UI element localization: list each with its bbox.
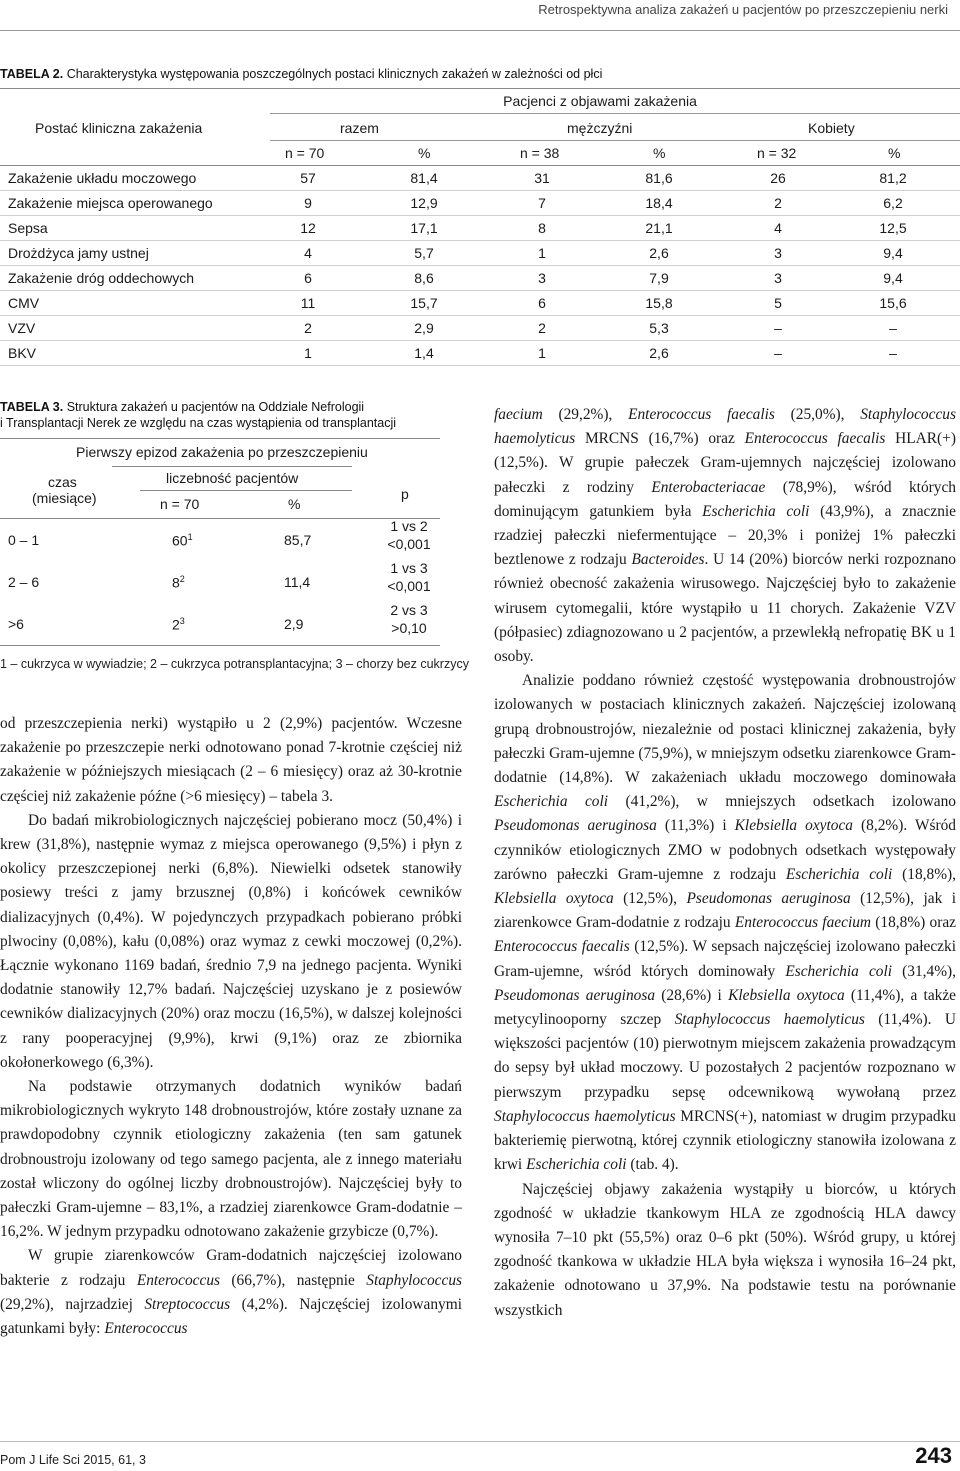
- table-cell: 2: [774, 195, 782, 211]
- table2-group-rule: [270, 113, 960, 114]
- table3-pct-header: %: [288, 496, 301, 512]
- subheader-n-kobiety: n = 32: [757, 145, 797, 161]
- percent-value: 11,4: [284, 574, 311, 590]
- table-cell: 2,9: [414, 320, 434, 336]
- italic-term: Escherichia coli: [494, 793, 609, 811]
- subheader-n-mezczyzni: n = 38: [520, 145, 560, 161]
- row-label: Zakażenie układu moczowego: [8, 170, 197, 186]
- italic-term: Staphylococcus haemolyticus: [674, 1011, 865, 1029]
- table-cell: 9: [304, 195, 312, 211]
- table-cell: 7: [538, 195, 546, 211]
- text-run: (18,8%),: [892, 865, 956, 883]
- italic-term: Escherichia coli: [785, 865, 893, 883]
- row-label: Sepsa: [8, 220, 48, 236]
- table3-n-header: n = 70: [160, 496, 200, 512]
- table-cell: 12,5: [879, 220, 907, 236]
- italic-term: Bacteroides: [631, 551, 705, 569]
- text-run: MRCNS(+), natomiast w drugim przypadku bakteriemię pierwotną, której czynnik etiologiczny stanowiła izolowana z krwi: [494, 1107, 956, 1174]
- text-run: od przeszczepienia nerki) wystąpiło u 2 (2,9%) pacjentów. Wczesne zakażenie po przeszczepie nerki odnotowano ponad 7-krotnie częściej niż zakażenie w późniejszych miesiącach (2 – 6 miesięcy) oraz aż 30-krotnie częściej niż zakażenie późne (>6 miesięcy) – tabela 3.: [0, 715, 462, 805]
- table-cell: 5: [774, 295, 782, 311]
- table-row: [0, 216, 960, 241]
- group-mezczyzni: mężczyźni: [567, 120, 633, 136]
- body-right-column: [494, 403, 956, 1323]
- row-label: Drożdżyca jamy ustnej: [8, 245, 149, 261]
- footnote-marker: 2: [179, 574, 185, 584]
- table-cell: –: [889, 320, 897, 336]
- group-razem: razem: [340, 120, 379, 136]
- percent-value: 2,9: [284, 616, 304, 632]
- text-run: (11,3%) i: [656, 817, 735, 835]
- subheader-pct-mezczyzni: %: [653, 145, 666, 161]
- text-run: Analizie poddano również częstość występowania drobnoustrojów izolowanych w postaciach klinicznych zakażeń. Najczęściej izolowaną grupą drobnoustrojów, niezależnie od postaci klinicznej zakażenia, były pałeczki Gram-ujemne (75,9%), w mniejszym odsetku ziarenkowce Gram-dodatnie (14,8%). W zakażeniach układu moczowego dominowała: [494, 672, 956, 787]
- text-run: (66,7%), następnie: [220, 1271, 367, 1289]
- patient-count: [172, 532, 193, 549]
- running-title: Retrospektywna analiza zakażeń u pacjentów po przeszczepieniu nerki: [538, 2, 948, 17]
- table3-header-bottom-rule: [0, 518, 440, 519]
- text-run: Do badań mikrobiologicznych najczęściej pobierano mocz (50,4%) i krew (31,8%), następnie wymaz z miejsca operowanego (9,5%) i płyn z okolicy przeszczepionej nerki (6,8%). Niewielki odsetek stanowiły posiewy treści z jamy brzusznej (0,8%) i końcówek cewników dializacyjnych (0,4%). W pojedynczych przypadkach pobierano próbki plwociny (0,08%), kału (0,08%) oraz wymaz z cewki moczowej (0,2%). Łącznie wykonano 1169 badań, średnio 7,9 na jednego pacjenta. Wyniki dodatnie stanowiły 12,7% badań. Najczęściej uzyskano je z posiewów cewników dializacyjnych (20%) oraz moczu (16,5%), w dalszej kolejności z rany pooperacyjnej (9,9%), krwi (9,1%) oraz ze zbiornika okołonerkowego (6,3%).: [0, 811, 462, 1071]
- table2-sub-rule: [270, 140, 960, 141]
- table3-p-header: p: [401, 486, 409, 502]
- italic-term: Staphylococcus haemolyticus: [494, 1107, 676, 1125]
- body-paragraph: [494, 403, 956, 669]
- table3-group-header: Pierwszy epizod zakażenia po przeszczepieniu: [76, 444, 368, 460]
- table-cell: 9,4: [883, 245, 903, 261]
- table-cell: 9,4: [883, 270, 903, 286]
- table-cell: 3: [538, 270, 546, 286]
- text-run: (11,4%). U większości pacjentów (10) pierwotnym miejscem zakażenia prowadzącym do sepsy był układ moczowy. U pozostałych 2 pacjentów rozpoznano w pierwszym przypadku sepsę odcewnikową wywołaną przez: [494, 1011, 956, 1101]
- row-rule: [0, 365, 960, 366]
- italic-term: Enterococcus faecium: [734, 914, 872, 932]
- body-paragraph: [0, 712, 462, 809]
- p-value: <0,001: [387, 536, 431, 552]
- italic-term: Staphylococcus haemolyticus: [494, 406, 956, 448]
- table-cell: 3: [774, 270, 782, 286]
- footer-rule: [0, 1441, 960, 1442]
- italic-term: Escherichia coli: [702, 502, 810, 520]
- percent-value: 85,7: [284, 532, 312, 548]
- table3-title-line1: Struktura zakażeń u pacjentów na Oddziale Nefrologii: [66, 400, 365, 414]
- text-run: (12,5%). W sepsach najczęściej izolowano pałeczki Gram-ujemne, wśród których dominowały: [494, 938, 956, 980]
- table3-group-rule: [112, 466, 352, 467]
- table-cell: 15,8: [645, 295, 673, 311]
- italic-term: faecium: [494, 406, 543, 423]
- text-run: (12,5%),: [613, 890, 687, 908]
- p-value: <0,001: [387, 578, 431, 594]
- row-label: VZV: [8, 320, 36, 336]
- table3-footnote: 1 – cukrzyca w wywiadzie; 2 – cukrzyca potransplantacyjna; 3 – chorzy bez cukrzycy: [0, 657, 469, 671]
- header-divider: [0, 30, 960, 31]
- text-run: (29,2%), najrzadziej: [0, 1295, 145, 1313]
- table-cell: 2: [304, 320, 312, 336]
- table-cell: 81,6: [645, 170, 673, 186]
- body-paragraph: [494, 1178, 956, 1323]
- time-range: 0 – 1: [8, 532, 40, 548]
- text-run: (12,5%), jak i ziarenkowce Gram-dodatnie z rodzaju: [494, 890, 956, 932]
- table3-label: TABELA 3.: [0, 400, 64, 414]
- text-run: (11,4%), a także metycylinooporny szczep: [494, 986, 957, 1029]
- table-cell: 2: [538, 320, 546, 336]
- italic-term: Klebsiella oxytoca: [728, 986, 845, 1004]
- footnote-marker: 1: [187, 532, 193, 542]
- table-row: [0, 316, 960, 341]
- table-cell: 17,1: [410, 220, 438, 236]
- text-run: (78,9%), wśród których dominującym gatunkiem była: [494, 478, 956, 520]
- table-cell: 57: [300, 170, 316, 186]
- table-cell: 1: [538, 245, 546, 261]
- body-paragraph: [0, 809, 462, 1075]
- table-cell: 6: [304, 270, 312, 286]
- italic-term: Enterobacteriacae: [651, 478, 766, 496]
- italic-term: Escherichia coli: [785, 962, 893, 980]
- p-comparison: 1 vs 3: [390, 560, 428, 576]
- table-cell: 6,2: [883, 195, 903, 211]
- italic-term: Enterococcus: [104, 1320, 188, 1338]
- row-label: BKV: [8, 345, 37, 361]
- table-cell: 81,2: [879, 170, 907, 186]
- table-cell: 15,7: [410, 295, 438, 311]
- italic-term: Staphylococcus: [366, 1271, 462, 1289]
- table-cell: 8,6: [414, 270, 434, 286]
- row-label: Zakażenie dróg oddechowych: [8, 270, 195, 286]
- table-row: [0, 166, 960, 191]
- table-cell: –: [774, 345, 782, 361]
- table2-col-group: Pacjenci z objawami zakażenia: [503, 93, 697, 109]
- patient-count-value: 60: [172, 532, 188, 549]
- table2-row-header: Postać kliniczna zakażenia: [35, 120, 203, 136]
- italic-term: Klebsiella oxytoca: [494, 890, 614, 908]
- time-range: 2 – 6: [8, 574, 40, 590]
- table-cell: 12,9: [410, 195, 438, 211]
- text-run: . U 14 (20%) biorców nerki rozpoznano również obecność zakażenia wirusowego. Najczęściej było to zakażenie wirusem cytomegalii, które wystąpiło u 11 chorych. Zakażenie VZV (półpasiec) zdiagnozowano u 2 pacjentów, a przewlekłą nefropatię BK u 1 osoby.: [494, 551, 956, 666]
- text-run: (43,9%), a znacznie rzadziej pałeczki niefermentujące – 20,3% i poniżej 1% pałeczki beztlenowe z rodzaju: [494, 502, 956, 569]
- table-cell: 5,3: [649, 320, 669, 336]
- subheader-n-razem: n = 70: [285, 145, 325, 161]
- italic-term: Pseudomonas aeruginosa: [494, 986, 656, 1004]
- italic-term: Pseudomonas aeruginosa: [494, 817, 657, 835]
- table2-top-rule: [0, 88, 960, 89]
- table3-caption: [0, 399, 396, 431]
- subheader-pct-kobiety: %: [888, 145, 901, 161]
- table-cell: 1: [538, 345, 546, 361]
- text-run: (28,6%) i: [655, 986, 729, 1004]
- table-row: [0, 241, 960, 266]
- text-run: (29,2%),: [542, 406, 629, 423]
- text-run: (41,2%), w mniejszych odsetkach izolowano: [608, 793, 957, 811]
- table3-czas-unit: (miesiące): [32, 490, 97, 506]
- italic-term: Streptococcus: [144, 1295, 231, 1313]
- italic-term: Enterococcus faecalis: [744, 430, 886, 448]
- table-cell: 31: [534, 170, 550, 186]
- text-run: (31,4%),: [892, 962, 956, 980]
- p-comparison: 1 vs 2: [390, 518, 428, 534]
- table-cell: 8: [538, 220, 546, 236]
- table2-caption: [0, 66, 602, 82]
- table-cell: 26: [770, 170, 786, 186]
- table-row: [0, 341, 960, 366]
- patient-count-value: 8: [172, 574, 180, 591]
- text-run: (18,8%) oraz: [871, 914, 956, 932]
- table-cell: 4: [304, 245, 312, 261]
- table-cell: 7,9: [649, 270, 669, 286]
- table-cell: 1: [304, 345, 312, 361]
- text-run: W grupie ziarenkowców Gram-dodatnich najczęściej izolowano bakterie z rodzaju: [0, 1247, 462, 1289]
- table-cell: 2,6: [649, 345, 669, 361]
- p-comparison: 2 vs 3: [390, 602, 428, 618]
- italic-term: Enterococcus faecalis: [494, 938, 630, 956]
- table3-czas-label: czas: [48, 474, 77, 490]
- table-cell: 81,4: [410, 170, 438, 186]
- table-cell: 21,1: [645, 220, 673, 236]
- table-cell: 1,4: [414, 345, 434, 361]
- table-cell: 15,6: [879, 295, 907, 311]
- table-cell: 12: [300, 220, 316, 236]
- subheader-pct-razem: %: [418, 145, 431, 161]
- table-row: [0, 191, 960, 216]
- table3-top-rule: [0, 438, 440, 439]
- table-cell: 5,7: [414, 245, 434, 261]
- table-row: [0, 291, 960, 316]
- text-run: HLAR(+) (12,5%). W grupie pałeczek Gram-ujemnych najczęściej izolowano pałeczki z rodziny: [494, 430, 956, 496]
- table2-label: TABELA 2.: [0, 67, 64, 81]
- table-row: [0, 266, 960, 291]
- patient-count: [172, 616, 185, 633]
- table3-title-line2: i Transplantacji Nerek ze względu na czas wystąpienia od transplantacji: [0, 416, 397, 430]
- group-kobiety: Kobiety: [808, 120, 855, 136]
- row-label: Zakażenie miejsca operowanego: [8, 195, 213, 211]
- italic-term: Escherichia coli: [526, 1156, 627, 1174]
- p-value: >0,10: [391, 620, 427, 636]
- text-run: (8,2%). Wśród czynników etiologicznych ZMO w podobnych odsetkach występowały zarówno pałeczki Gram-ujemne z rodzaju: [494, 817, 957, 883]
- text-run: Najczęściej objawy zakażenia wystąpiły u biorców, u których zgodność w układzie tkankowym HLA ze zgodnością HLA dawcy wynosiła 7–10 pkt (55,5%) oraz 0–6 pkt (50%). Wśród grupy, u której zgodność tkankowa w układzie HLA była większa i wynosiła 16–24 pkt, zakażenie odnotowano u 37,9%. Na podstawie testu na porównanie wszystkich: [494, 1180, 956, 1319]
- text-run: (tab. 4).: [626, 1156, 679, 1174]
- table2-title: Charakterystyka występowania poszczególnych postaci klinicznych zakażeń w zależności od płci: [66, 67, 603, 81]
- table3-count-rule: [140, 490, 352, 491]
- time-range: >6: [8, 616, 24, 632]
- text-run: MRCNS (16,7%) oraz: [575, 430, 745, 448]
- text-run: Na podstawie otrzymanych dodatnich wyników badań mikrobiologicznych wykryto 148 drobnoustrojów, które zostały uznane za prawdopodobny czynnik etiologiczny zakażenia (ten sam gatunek drobnoustroju izolowany od tego samego pacjenta, ale z innego materiału został wliczony do ogólnej liczby drobnoustrojów). Najczęściej były to pałeczki Gram-ujemne – 83,1%, a rzadziej ziarenkowce Gram-dodatnie – 16,2%. W jednym przypadku odnotowano zakażenie grzybicze (0,7%).: [0, 1078, 462, 1241]
- body-left-column: [0, 712, 462, 1341]
- italic-term: Pseudomonas aeruginosa: [686, 890, 851, 908]
- table-cell: 6: [538, 295, 546, 311]
- journal-citation: Pom J Life Sci 2015, 61, 3: [0, 1453, 146, 1467]
- table3-count-header: liczebność pacjentów: [166, 470, 299, 486]
- table-cell: –: [774, 320, 782, 336]
- table-cell: 18,4: [645, 195, 673, 211]
- italic-term: Klebsiella oxytoca: [734, 817, 853, 835]
- table-cell: 3: [774, 245, 782, 261]
- table-cell: 2,6: [649, 245, 669, 261]
- patient-count: [172, 574, 185, 591]
- italic-term: Enterococcus: [136, 1271, 221, 1289]
- table-cell: 11: [300, 295, 316, 311]
- table-cell: –: [889, 345, 897, 361]
- page-number: 243: [915, 1443, 952, 1468]
- text-run: (25,0%),: [774, 406, 861, 423]
- italic-term: Enterococcus faecalis: [628, 406, 775, 423]
- footnote-marker: 3: [179, 616, 185, 626]
- text-run: (4,2%). Najczęściej izolowanymi gatunkami były:: [0, 1295, 462, 1338]
- table3-bottom-rule: [0, 645, 440, 646]
- body-paragraph: [494, 669, 956, 1177]
- patient-count-value: 2: [172, 616, 180, 633]
- body-paragraph: [0, 1075, 462, 1244]
- body-paragraph: [0, 1244, 462, 1341]
- table-cell: 4: [774, 220, 782, 236]
- row-label: CMV: [8, 295, 40, 311]
